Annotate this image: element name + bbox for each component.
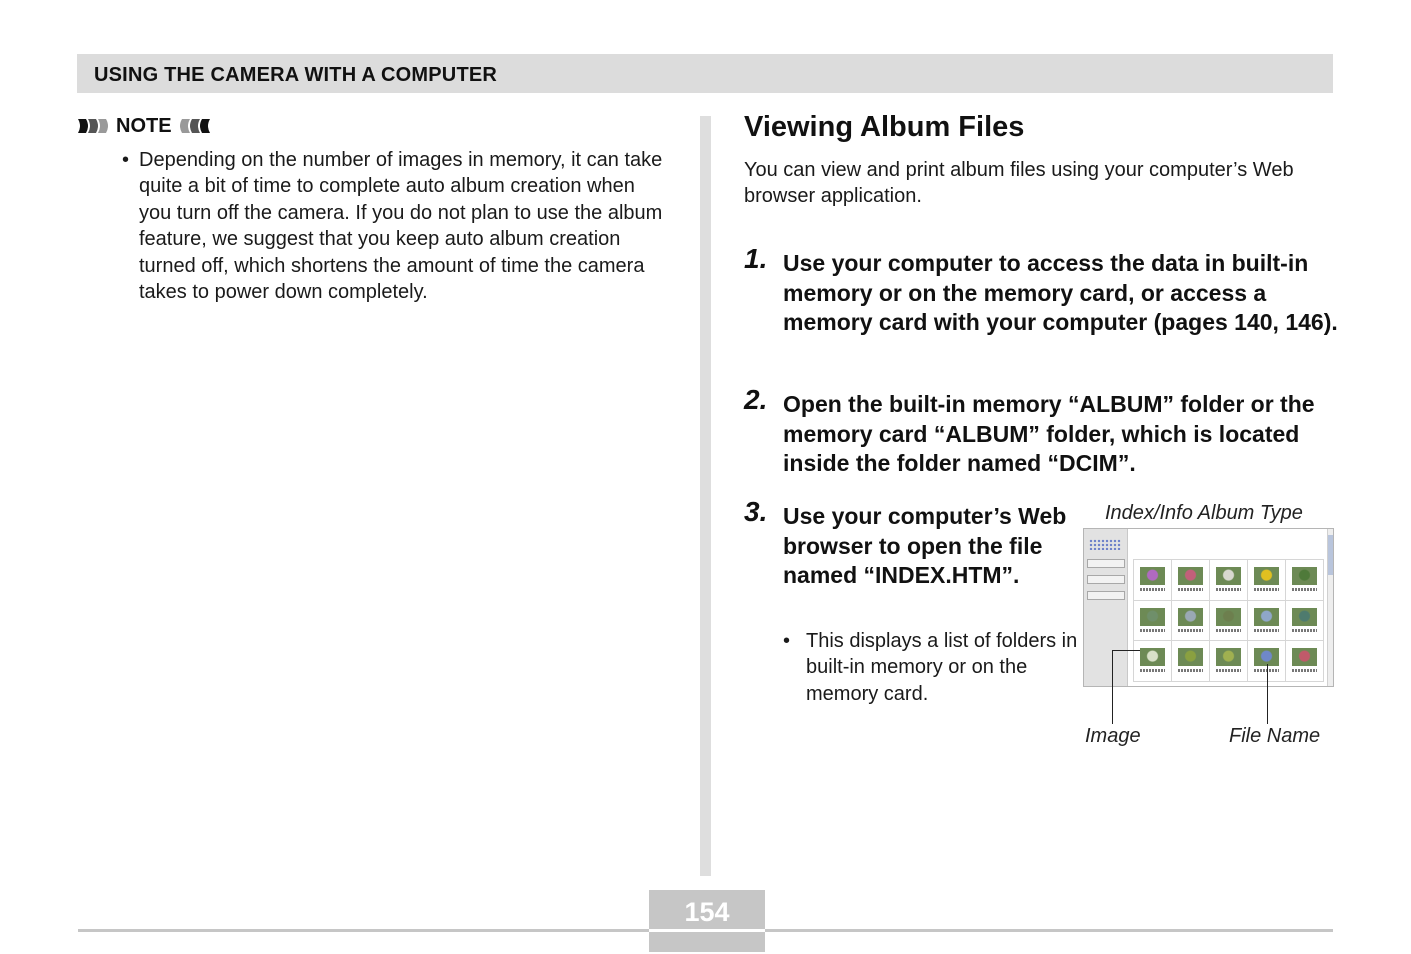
note-arrows-right-icon xyxy=(78,118,110,134)
screenshot-thumbnail-cell xyxy=(1210,560,1248,601)
thumbnail-file-name xyxy=(1140,588,1165,591)
column-divider xyxy=(700,116,711,876)
step-text: Use your computer to access the data in built-in memory or on the memory card, or access a memory card with your computer (pages 140, 146). xyxy=(783,250,1338,336)
thumbnail-image xyxy=(1178,648,1203,666)
screenshot-menu-item xyxy=(1087,559,1125,568)
thumbnail-file-name xyxy=(1216,629,1241,632)
note-arrows-left-icon xyxy=(178,118,210,134)
screenshot-thumbnail-cell xyxy=(1134,641,1172,682)
screenshot-thumbnail-grid xyxy=(1133,559,1324,682)
thumbnail-image xyxy=(1140,608,1165,626)
thumbnail-file-name xyxy=(1292,669,1317,672)
thumbnail-image xyxy=(1216,648,1241,666)
page-number-box xyxy=(649,890,765,952)
image-label: Image xyxy=(1085,725,1141,747)
note-heading xyxy=(78,114,210,138)
thumbnail-image xyxy=(1216,567,1241,585)
step-text: Use your computer’s Web browser to open the file named “INDEX.HTM”. xyxy=(783,503,1067,589)
screenshot-logo xyxy=(1089,539,1121,550)
bullet-mark: • xyxy=(783,630,791,652)
step-text: Open the built-in memory “ALBUM” folder or the memory card “ALBUM” folder, which is located inside the folder named “DCIM”. xyxy=(783,391,1315,477)
screenshot-thumbnail-cell xyxy=(1248,560,1286,601)
thumbnail-file-name xyxy=(1178,629,1203,632)
thumbnail-image xyxy=(1292,567,1317,585)
thumbnail-image xyxy=(1254,567,1279,585)
thumbnail-image xyxy=(1292,648,1317,666)
note-label: NOTE xyxy=(116,114,172,137)
thumbnail-file-name xyxy=(1178,669,1203,672)
thumbnail-file-name xyxy=(1178,588,1203,591)
page-number: 154 xyxy=(684,897,730,927)
image-callout-line xyxy=(1112,650,1113,724)
thumbnail-file-name xyxy=(1254,588,1279,591)
screenshot-thumbnail-cell xyxy=(1286,560,1324,601)
screenshot-thumbnail-cell xyxy=(1210,601,1248,642)
thumbnail-file-name xyxy=(1292,629,1317,632)
screenshot-thumbnail-cell xyxy=(1134,560,1172,601)
bullet-mark: • xyxy=(122,149,130,171)
figure-caption: Index/Info Album Type xyxy=(1105,502,1303,524)
note-bullet-item xyxy=(122,147,667,305)
thumbnail-image xyxy=(1178,567,1203,585)
step-3-bullet-item xyxy=(783,628,1083,707)
header-title: USING THE CAMERA WITH A COMPUTER xyxy=(94,64,498,86)
thumbnail-file-name xyxy=(1216,669,1241,672)
section-intro: You can view and print album files using your computer’s Web browser application. xyxy=(744,159,1294,207)
screenshot-sidebar xyxy=(1084,529,1128,686)
screenshot-menu-item xyxy=(1087,591,1125,600)
note-text: Depending on the number of images in memory, it can take quite a bit of time to complete auto album creation when you turn off the camera. If you do not plan to use the album feature, we suggest that you keep auto album creation turned off, which shortens the amount of time the camera takes to power down completely. xyxy=(139,149,663,304)
thumbnail-file-name xyxy=(1292,588,1317,591)
step-3-bullet-text: This displays a list of folders in built-in memory or on the memory card. xyxy=(806,630,1078,705)
screenshot-thumbnail-cell xyxy=(1286,601,1324,642)
screenshot-scrollbar xyxy=(1327,529,1333,686)
screenshot-thumbnail-cell xyxy=(1172,641,1210,682)
thumbnail-file-name xyxy=(1216,588,1241,591)
header-bar xyxy=(77,54,1333,93)
screenshot-thumbnail-cell xyxy=(1286,641,1324,682)
step-number: 3. xyxy=(744,496,768,527)
screenshot-thumbnail-cell xyxy=(1248,601,1286,642)
thumbnail-image xyxy=(1140,648,1165,666)
thumbnail-file-name xyxy=(1140,669,1165,672)
thumbnail-file-name xyxy=(1140,629,1165,632)
file-name-callout-line xyxy=(1267,664,1268,724)
screenshot-menu-item xyxy=(1087,575,1125,584)
screenshot-thumbnail-cell xyxy=(1134,601,1172,642)
thumbnail-image xyxy=(1254,608,1279,626)
thumbnail-image xyxy=(1140,567,1165,585)
step-number: 1. xyxy=(744,243,768,274)
screenshot-thumbnail-cell xyxy=(1210,641,1248,682)
screenshot-thumbnail-cell xyxy=(1172,560,1210,601)
step-number: 2. xyxy=(744,384,768,415)
thumbnail-image xyxy=(1216,608,1241,626)
thumbnail-image xyxy=(1178,608,1203,626)
thumbnail-image xyxy=(1292,608,1317,626)
screenshot-thumbnail-cell xyxy=(1172,601,1210,642)
file-name-label: File Name xyxy=(1229,725,1321,747)
section-title: Viewing Album Files xyxy=(744,111,1025,143)
album-index-screenshot xyxy=(1083,528,1334,687)
image-callout-line xyxy=(1112,650,1140,651)
thumbnail-file-name xyxy=(1254,629,1279,632)
